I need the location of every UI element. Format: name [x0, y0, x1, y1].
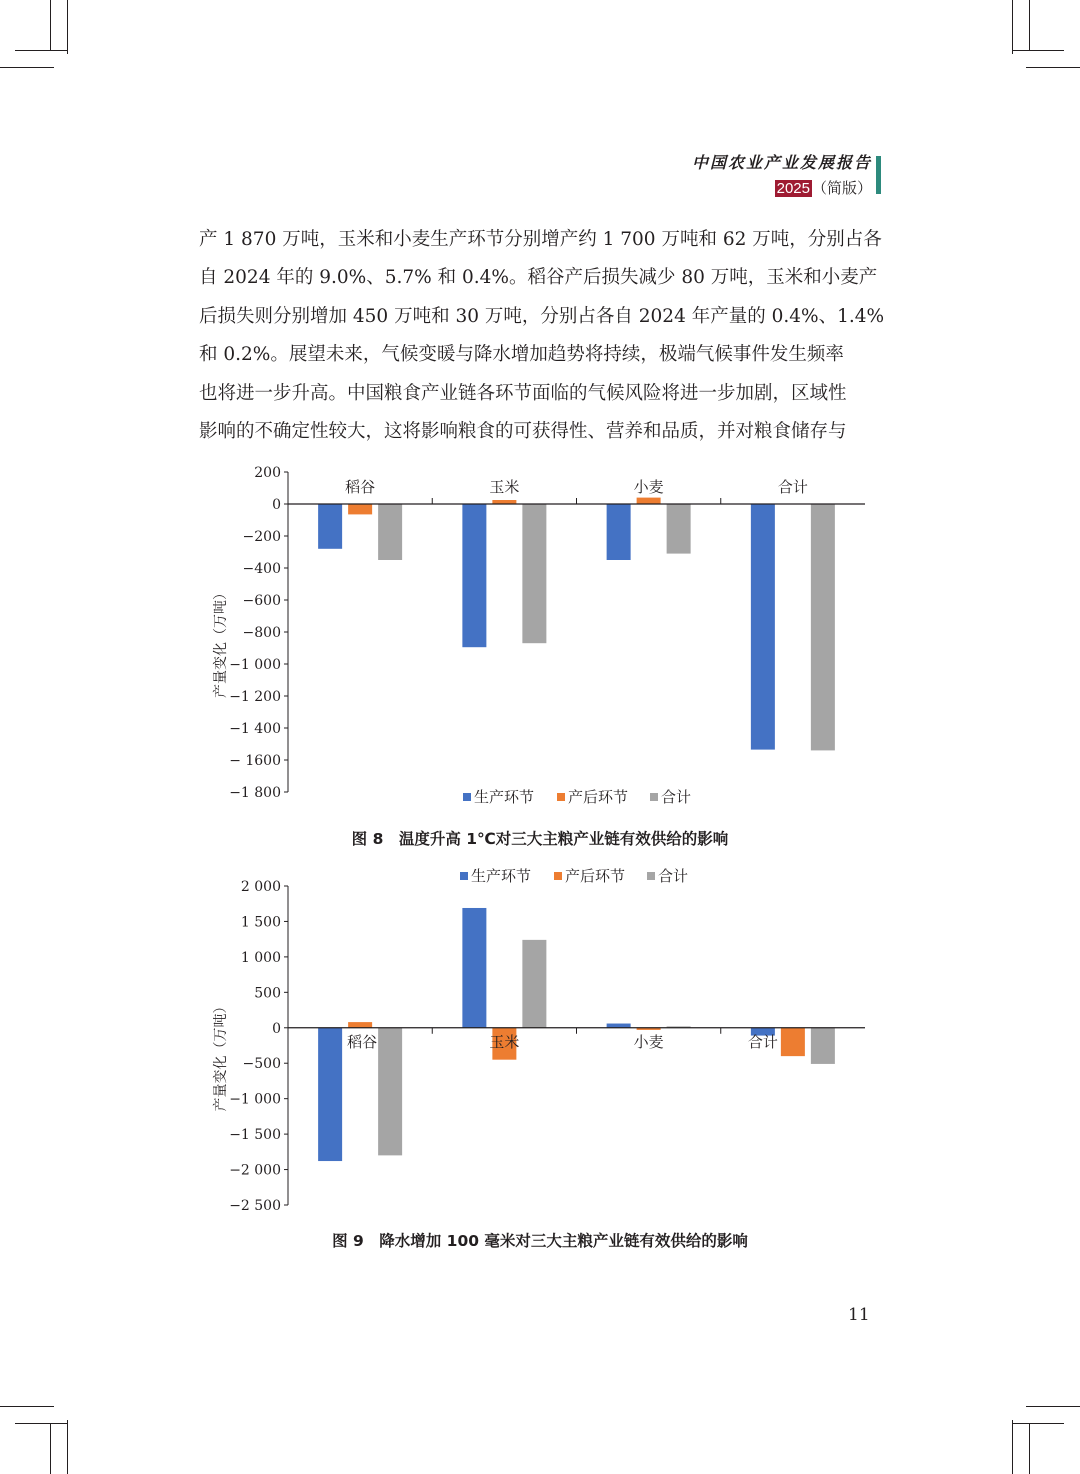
y-tick-label: 1 500: [240, 914, 281, 931]
bar-1: [607, 504, 631, 560]
y-tick-label: −1 000: [229, 657, 281, 673]
legend-swatch: [647, 872, 655, 880]
y-tick-label: −1 000: [229, 1091, 281, 1108]
y-tick-label: 0: [272, 497, 281, 513]
crop-mark: [1026, 67, 1080, 68]
bar-2: [348, 504, 372, 514]
category-label: 合计: [747, 1033, 778, 1051]
crop-mark: [15, 1423, 67, 1424]
bar-3: [811, 1028, 835, 1064]
y-tick-label: −1 500: [229, 1127, 281, 1144]
crop-mark: [15, 50, 67, 51]
chart-figure-8: [0, 455, 1080, 820]
bar-2: [637, 498, 661, 504]
bar-3: [811, 504, 835, 750]
y-tick-label: 500: [254, 985, 281, 1002]
edition-label: （简版）: [811, 179, 872, 197]
category-label: 稻谷: [345, 478, 376, 496]
y-tick-label: −600: [242, 593, 281, 609]
crop-mark: [67, 0, 68, 54]
chart-figure-9: [0, 862, 1080, 1222]
y-tick-label: −2 500: [229, 1198, 281, 1214]
category-label: 小麦: [633, 478, 664, 496]
y-tick-label: 0: [272, 1020, 281, 1037]
y-tick-label: −2 000: [229, 1162, 281, 1179]
crop-mark: [0, 1406, 54, 1407]
y-axis-label: 产量变化（万吨）: [213, 999, 229, 1112]
y-tick-label: −800: [242, 625, 281, 641]
y-tick-label: −500: [242, 1056, 281, 1073]
paragraph-line: 也将进一步升高。中国粮食产业链各环节面临的气候风险将进一步加剧，区域性: [199, 382, 847, 404]
report-year: 2025: [776, 180, 810, 197]
bar-1: [607, 1024, 631, 1028]
bar-3: [667, 504, 691, 554]
figure-9-caption: 图 9 降水增加 100 毫米对三大主粮产业链有效供给的影响: [332, 1232, 748, 1250]
category-label: 合计: [777, 478, 808, 496]
crop-mark: [1029, 0, 1030, 50]
crop-mark: [1012, 1423, 1064, 1424]
legend-label: 产后环节: [568, 788, 629, 806]
bar-2: [348, 1022, 372, 1028]
y-tick-label: −200: [242, 529, 281, 545]
category-label: 稻谷: [347, 1033, 378, 1051]
y-tick-label: −1 800: [229, 785, 281, 801]
y-tick-label: 200: [254, 465, 281, 481]
crop-mark: [1012, 50, 1064, 51]
legend-swatch: [554, 872, 562, 880]
paragraph-line: 影响的不确定性较大，这将影响粮食的可获得性、营养和品质，并对粮食储存与: [199, 421, 847, 443]
bar-3: [378, 504, 402, 560]
bar-3: [522, 940, 546, 1028]
bar-1: [318, 1028, 342, 1161]
figure-8-caption: 图 8 温度升高 1℃对三大主粮产业链有效供给的影响: [351, 830, 729, 848]
running-header: [692, 150, 872, 198]
bar-1: [462, 504, 486, 647]
category-label: 玉米: [489, 1033, 520, 1051]
legend-label: 合计: [658, 867, 689, 885]
page-number: 11: [848, 1305, 870, 1325]
bar-1: [462, 908, 486, 1028]
legend-swatch: [460, 872, 468, 880]
legend-swatch: [463, 793, 471, 801]
legend-swatch: [557, 793, 565, 801]
crop-mark: [1026, 1406, 1080, 1407]
report-title: 中国农业产业发展报告: [691, 153, 872, 172]
paragraph-line: 自 2024 年的 9.0%、5.7% 和 0.4%。稻谷产后损失减少 80 万吨，玉米和小麦产: [199, 267, 878, 289]
category-label: 玉米: [489, 478, 520, 496]
crop-mark: [1012, 0, 1013, 54]
paragraph-line: 产 1 870 万吨，玉米和小麦生产环节分别增产约 1 700 万吨和 62 万吨，分别占各: [199, 229, 882, 250]
bar-3: [522, 504, 546, 643]
crop-mark: [1029, 1423, 1030, 1474]
y-tick-label: 2 000: [240, 879, 281, 895]
crop-mark: [67, 1420, 68, 1474]
bar-2: [781, 1028, 805, 1056]
crop-mark: [1012, 1420, 1013, 1474]
bar-3: [378, 1028, 402, 1156]
crop-mark: [50, 1423, 51, 1474]
y-tick-label: − 1600: [229, 753, 281, 769]
legend-label: 产后环节: [565, 867, 626, 885]
y-tick-label: −400: [242, 561, 281, 577]
y-axis-label: 产量变化（万吨）: [213, 586, 229, 698]
legend-label: 生产环节: [471, 867, 532, 885]
category-label: 小麦: [633, 1033, 664, 1051]
body-paragraph: [199, 221, 883, 451]
bar-1: [751, 504, 775, 750]
crop-mark: [50, 0, 51, 50]
y-tick-label: −1 200: [229, 689, 281, 705]
legend-swatch: [650, 793, 658, 801]
crop-mark: [0, 67, 54, 68]
bar-1: [318, 504, 342, 549]
y-tick-label: 1 000: [240, 949, 281, 966]
paragraph-line: 后损失则分别增加 450 万吨和 30 万吨，分别占各自 2024 年产量的 0.4%、1.4%: [199, 305, 885, 327]
bar-2: [492, 500, 516, 504]
paragraph-line: 和 0.2%。展望未来，气候变暖与降水增加趋势将持续，极端气候事件发生频率: [199, 344, 844, 366]
y-tick-label: −1 400: [229, 721, 281, 737]
header-accent-bar: [876, 156, 881, 194]
legend-label: 合计: [661, 788, 692, 806]
legend-label: 生产环节: [474, 788, 535, 806]
report-edition: [692, 177, 872, 198]
